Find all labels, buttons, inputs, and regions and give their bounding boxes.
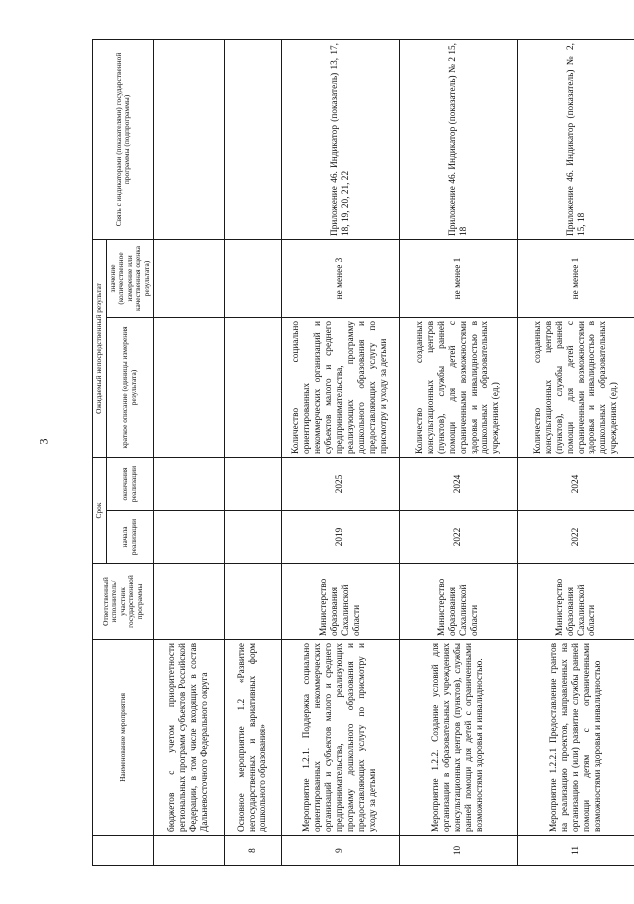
row-start: 2022: [400, 511, 518, 564]
row-end: [224, 457, 281, 510]
header-term-start: начала реализации: [106, 511, 154, 564]
row-responsible: Министерство образования Сахалинской области: [282, 564, 400, 640]
row-end: 2024: [400, 457, 518, 510]
row-responsible: [224, 564, 281, 640]
row-end: 2025: [282, 457, 400, 510]
row-responsible: Министерство образования Сахалинской области: [400, 564, 518, 640]
row-start: [224, 511, 281, 564]
header-result: Ожидаемый непосредственный результат: [93, 239, 107, 457]
table-row: [400, 39, 518, 865]
header-term: Срок: [93, 457, 107, 563]
header-name: Наименование мероприятия: [93, 640, 154, 836]
row-end: [154, 457, 225, 510]
header-responsible: Ответственный исполнитель/участник государственной программы: [93, 564, 154, 640]
row-desc: [154, 317, 225, 457]
row-num: 8: [224, 836, 281, 866]
row-responsible: [154, 564, 225, 640]
row-link: [224, 39, 281, 239]
header-row-1: [93, 39, 107, 865]
activities-table: [92, 39, 634, 866]
row-link: Приложение 46. Индикатор (показатель) № 2 15, 18: [400, 39, 518, 239]
row-value: не менее 1: [518, 239, 634, 317]
header-num: [93, 836, 154, 866]
row-start: 2022: [518, 511, 634, 564]
row-value: не менее 3: [282, 239, 400, 317]
table-row: [518, 39, 634, 865]
row-desc: Количество созданных консультационных центров (пунктов), службы ранней помощи для детей с ограниченными возможностями здоровья и инвалидностью в дошкольных образовательных учреждениях (ед.): [518, 317, 634, 457]
row-value: [154, 239, 225, 317]
row-name: Основное мероприятие 1.2 «Развитие негосударственных и вариативных форм дошкольного образования»: [224, 640, 281, 836]
row-name: Мероприятие 1.2.1. Поддержка социально ориентированных некоммерческих организаций и субъектов малого и среднего предпринимательства, реализующих программу дошкольного образования и предоставляющих услугу по присмотру и уходу за детьми: [282, 640, 400, 836]
row-responsible: Министерство образования Сахалинской области: [518, 564, 634, 640]
row-link: [154, 39, 225, 239]
row-link: Приложение 46. Индикатор (показатель) № 2, 15, 18: [518, 39, 634, 239]
row-name: Мероприятие 1.2.2. Создание условий для организации в образовательных учреждениях консультационных центров (пунктов), службы ранней помощи для детей с ограниченными возможностями здоровья и инвалидностью.: [400, 640, 518, 836]
row-end: 2024: [518, 457, 634, 510]
row-desc: Количество социально ориентированных некоммерческих организаций и субъектов малого и среднего предпринимательства, реализующих программу дошкольного образования и предоставляющих услугу по присмотру и уходу за детьми: [282, 317, 400, 457]
row-num: 10: [400, 836, 518, 866]
page-number: 3: [36, 438, 51, 445]
row-num: 11: [518, 836, 634, 866]
row-num: 9: [282, 836, 400, 866]
row-desc: Количество созданных консультационных центров (пунктов), службы ранней помощи для детей с ограниченными возможностями здоровья и инвалидностью в дошкольных образовательных учреждениях (ед.): [400, 317, 518, 457]
row-value: [224, 239, 281, 317]
row-name: Мероприятие 1.2.2.1 Предоставление грантов на реализацию проектов, направленных на организацию и (или) развитие службы ранней помощи детям с ограниченными возможностями здоровья и инвалидностью: [518, 640, 634, 836]
rotated-table-container: [92, 40, 634, 866]
header-result-value: значение (количественное измерение или качественная оценка результата): [106, 239, 154, 317]
table-row: [224, 39, 281, 865]
row-start: 2019: [282, 511, 400, 564]
header-term-end: окончания реализации: [106, 457, 154, 510]
row-link: Приложение 46. Индикатор (показатель) 13, 17, 18, 19, 20, 21, 22: [282, 39, 400, 239]
table-row: [282, 39, 400, 865]
row-value: не менее 1: [400, 239, 518, 317]
row-name: бюджетов с учетом приоритетности региональных программ субъектов Российской Федерации, в том числе входящих в состав Дальневосточного Федерального округа: [154, 640, 225, 836]
header-result-desc: краткое описание (единицы измерения результата): [106, 317, 154, 457]
row-num: [154, 836, 225, 866]
header-link: Связь с индикаторами (показателями) государственной программы (подпрограммы): [93, 39, 154, 239]
row-start: [154, 511, 225, 564]
row-desc: [224, 317, 281, 457]
table-row: [154, 39, 225, 865]
